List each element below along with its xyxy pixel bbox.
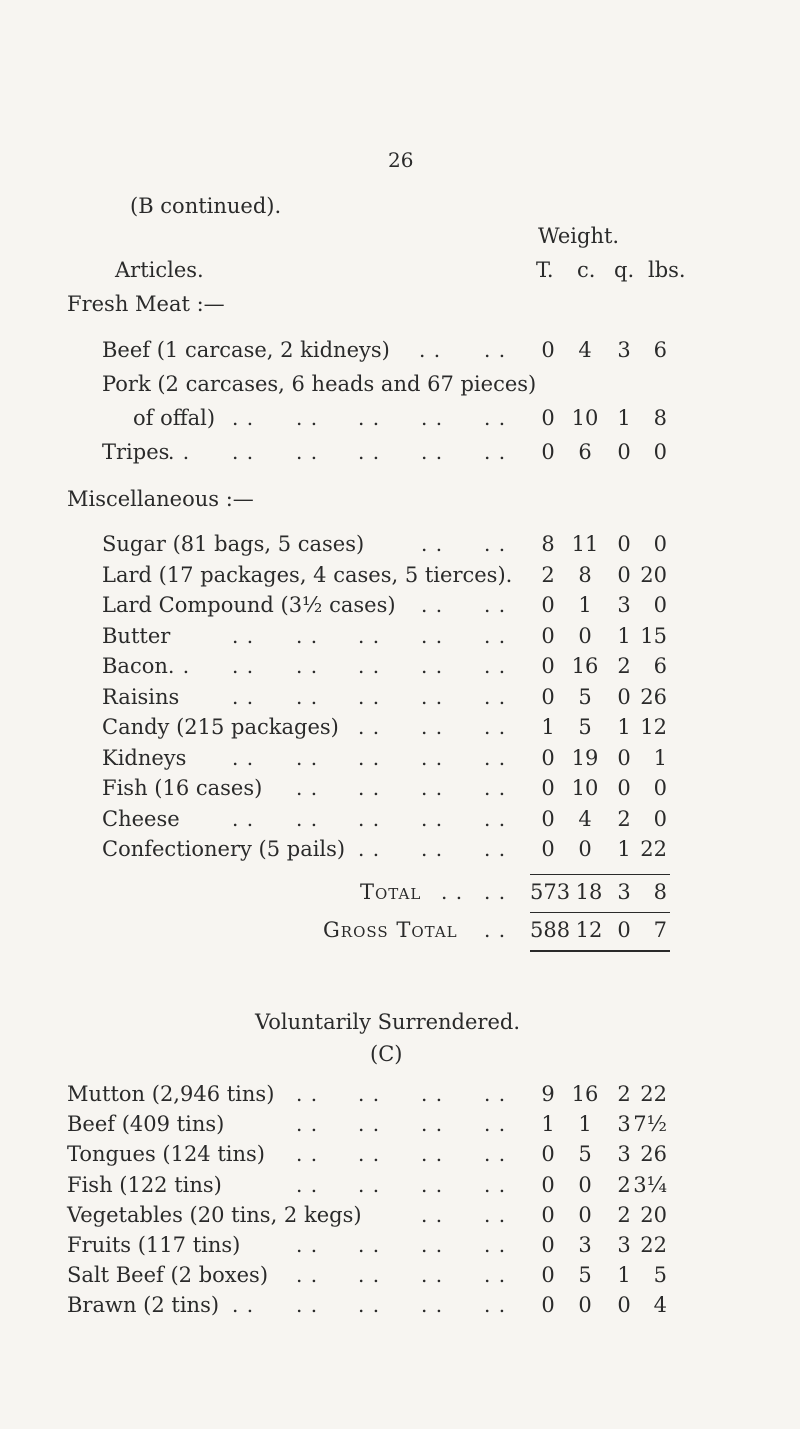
leader-dots: . . [296, 654, 319, 678]
quarters-value: 2 [617, 1172, 631, 1197]
tons-value: 0 [541, 593, 555, 617]
leader-dots: . . [358, 715, 381, 739]
leader-dots: . . [484, 745, 507, 770]
lbs-value: 6 [653, 338, 667, 362]
lbs-value: 5 [653, 1263, 667, 1288]
leader-dots: . . [232, 406, 255, 430]
leader-dots: . . [296, 1263, 319, 1288]
lbs-value: 26 [640, 684, 667, 709]
leader-dots: . . [296, 440, 319, 464]
leader-dots: . . [421, 593, 444, 617]
lbs-value: 8 [653, 406, 667, 430]
miscellaneous-heading: Miscellaneous :— [67, 487, 254, 511]
leader-dots: . . [419, 338, 442, 362]
quarters-value: 0 [617, 562, 631, 587]
cwt-value: 5 [578, 1142, 592, 1167]
quarters-value: 2 [617, 1202, 631, 1227]
lbs-value: 4 [653, 1293, 667, 1318]
leader-dots: . . [296, 745, 319, 770]
cwt-value: 1 [578, 593, 592, 617]
leader-dots: . . [484, 654, 507, 678]
row-label: Vegetables (20 tins, 2 kegs) [67, 1202, 362, 1227]
row-label: Brawn (2 tins) [67, 1293, 220, 1318]
leader-dots: . . [421, 1233, 444, 1257]
tons-value: 0 [541, 1233, 555, 1257]
quarters-value: 2 [617, 1082, 631, 1106]
row-label: Sugar (81 bags, 5 cases) [102, 532, 365, 556]
leader-dots: . . [484, 1233, 507, 1257]
row-label: Fish (16 cases) [102, 776, 263, 800]
gross-total-rule [530, 912, 670, 913]
tons-value: 0 [541, 806, 555, 831]
gross-total-quarters: 0 [617, 918, 631, 942]
row-label: Raisins [102, 684, 180, 709]
total-lbs: 8 [653, 880, 667, 904]
cwt-value: 6 [578, 440, 592, 464]
leader-dots: . . [484, 1293, 507, 1318]
leader-dots: . . [358, 1082, 381, 1106]
total-rule [530, 874, 670, 875]
lbs-value: 12 [640, 715, 667, 739]
quarters-value: 0 [617, 776, 631, 800]
leader-dots: . . [484, 1202, 507, 1227]
lbs-value: 0 [653, 440, 667, 464]
lbs-value: 15 [640, 623, 667, 648]
tons-value: 0 [541, 684, 555, 709]
leader-dots: . . [421, 684, 444, 709]
row-label: Kidneys [102, 745, 187, 770]
row-label: Lard (17 packages, 4 cases, 5 tierces). [102, 562, 513, 587]
leader-dots: . . [484, 776, 507, 800]
leader-dots: . . [232, 623, 255, 648]
row-label: Fish (122 tins) [67, 1172, 222, 1197]
leader-dots: . . [296, 1233, 319, 1257]
lbs-value: 6 [653, 654, 667, 678]
leader-dots: . . [484, 1082, 507, 1106]
tons-value: 1 [541, 715, 555, 739]
total-quarters: 3 [617, 880, 631, 904]
lbs-value: 26 [640, 1142, 667, 1167]
tons-value: 0 [541, 1142, 555, 1167]
unit-tons: T. [536, 258, 554, 282]
leader-dots: . . [296, 406, 319, 430]
leader-dots: . . [421, 654, 444, 678]
quarters-value: 1 [617, 623, 631, 648]
gross-total-tons: 588 [530, 918, 571, 942]
quarters-value: 3 [617, 1112, 631, 1137]
leader-dots: . . [296, 1172, 319, 1197]
row-label: Tripes [102, 440, 170, 464]
leader-dots: . . [421, 1293, 444, 1318]
quarters-value: 3 [617, 338, 631, 362]
leader-dots: . . [232, 745, 255, 770]
page-number: 26 [388, 148, 414, 172]
leader-dots: . . [358, 1172, 381, 1197]
weight-heading: Weight. [538, 224, 620, 248]
tons-value: 0 [541, 440, 555, 464]
leader-dots: . . [421, 1202, 444, 1227]
tons-value: 0 [541, 1202, 555, 1227]
leader-dots: . . [296, 1142, 319, 1167]
leader-dots: . . [296, 684, 319, 709]
gross-total-lbs: 7 [653, 918, 667, 942]
leader-dots: . . [358, 623, 381, 648]
tons-value: 0 [541, 623, 555, 648]
leader-dots: . . [421, 1082, 444, 1106]
gross-total-double-rule [530, 950, 670, 952]
leader-dots: . . [421, 715, 444, 739]
leader-dots: . . [358, 1263, 381, 1288]
cwt-value: 16 [571, 1082, 599, 1106]
cwt-value: 0 [578, 1172, 592, 1197]
total-tons: 573 [530, 880, 571, 904]
leader-dots: . . [296, 1293, 319, 1318]
leader-dots: . . [484, 406, 507, 430]
lbs-value: 3¼ [633, 1172, 667, 1197]
quarters-value: 2 [617, 806, 631, 831]
leader-dots: . . [421, 440, 444, 464]
lbs-value: 1 [653, 745, 667, 770]
tons-value: 0 [541, 745, 555, 770]
leader-dots: . . [484, 684, 507, 709]
leader-dots: . . [421, 1263, 444, 1288]
leader-dots: . . [296, 806, 319, 831]
row-label: Lard Compound (3½ cases) [102, 593, 396, 617]
cwt-value: 0 [578, 1293, 592, 1318]
quarters-value: 0 [617, 745, 631, 770]
quarters-value: 3 [617, 1142, 631, 1167]
quarters-value: 1 [617, 1263, 631, 1288]
leader-dots: . . [421, 806, 444, 831]
quarters-value: 2 [617, 654, 631, 678]
cwt-value: 8 [578, 562, 592, 587]
leader-dots: . . [421, 745, 444, 770]
row-label: Mutton (2,946 tins) [67, 1082, 275, 1106]
lbs-value: 0 [653, 593, 667, 617]
tons-value: 0 [541, 837, 555, 861]
leader-dots: . . [358, 1142, 381, 1167]
leader-dots: . . [358, 1112, 381, 1137]
leader-dots: . . [484, 806, 507, 831]
leader-dots: . . [484, 593, 507, 617]
leader-dots: . . [421, 837, 444, 861]
cwt-value: 1 [578, 1112, 592, 1137]
articles-heading: Articles. [115, 258, 204, 282]
lbs-value: 20 [640, 1202, 667, 1227]
leader-dots: . . [296, 623, 319, 648]
leader-dots: . . [358, 806, 381, 831]
cwt-value: 19 [571, 745, 599, 770]
lbs-value: 22 [640, 837, 667, 861]
leader-dots: . . [421, 623, 444, 648]
leader-dots: . . [358, 1233, 381, 1257]
unit-lbs: lbs. [648, 258, 686, 282]
row-label: Fruits (117 tins) [67, 1233, 241, 1257]
cwt-value: 4 [578, 338, 592, 362]
quarters-value: 1 [617, 715, 631, 739]
section-continued-heading: (B continued). [130, 194, 282, 218]
fresh-meat-heading: Fresh Meat :— [67, 292, 225, 316]
row-label: Candy (215 packages) [102, 715, 339, 739]
leader-dots: . . [484, 338, 507, 362]
tons-value: 0 [541, 406, 555, 430]
row-label: Salt Beef (2 boxes) [67, 1263, 269, 1288]
cwt-value: 16 [571, 654, 599, 678]
leader-dots: . . [421, 1172, 444, 1197]
leader-dots: . . [296, 1112, 319, 1137]
leader-dots: . . [441, 880, 464, 904]
cwt-value: 5 [578, 684, 592, 709]
leader-dots: . . [296, 776, 319, 800]
gross-total-label: Gross Total [323, 918, 458, 942]
row-label: Pork (2 carcases, 6 heads and 67 pieces) [102, 372, 537, 396]
leader-dots: . . [421, 1112, 444, 1137]
unit-quarters: q. [614, 258, 635, 282]
leader-dots: . . [232, 1293, 255, 1318]
leader-dots: . . [484, 715, 507, 739]
lbs-value: 0 [653, 776, 667, 800]
row-label: Butter [102, 623, 171, 648]
leader-dots: . . [358, 406, 381, 430]
leader-dots: . . [484, 1263, 507, 1288]
row-label: of offal) [133, 406, 216, 430]
total-label: Total [360, 880, 422, 904]
tons-value: 0 [541, 776, 555, 800]
lbs-value: 22 [640, 1233, 667, 1257]
cwt-value: 5 [578, 715, 592, 739]
cwt-value: 3 [578, 1233, 592, 1257]
leader-dots: . . [484, 880, 507, 904]
row-label: Tongues (124 tins) [67, 1142, 265, 1167]
cwt-value: 11 [571, 532, 599, 556]
tons-value: 0 [541, 1263, 555, 1288]
leader-dots: . . [358, 440, 381, 464]
leader-dots: . . [421, 532, 444, 556]
leader-dots: . . [168, 440, 191, 464]
leader-dots: . . [168, 654, 191, 678]
cwt-value: 0 [578, 623, 592, 648]
tons-value: 0 [541, 654, 555, 678]
quarters-value: 3 [617, 593, 631, 617]
lbs-value: 20 [640, 562, 667, 587]
tons-value: 1 [541, 1112, 555, 1137]
tons-value: 2 [541, 562, 555, 587]
tons-value: 0 [541, 1172, 555, 1197]
unit-cwt: c. [577, 258, 596, 282]
leader-dots: . . [484, 623, 507, 648]
leader-dots: . . [484, 532, 507, 556]
voluntary-subheading: (C) [370, 1042, 403, 1066]
tons-value: 0 [541, 338, 555, 362]
leader-dots: . . [232, 806, 255, 831]
leader-dots: . . [421, 406, 444, 430]
quarters-value: 1 [617, 406, 631, 430]
total-cwt: 18 [575, 880, 603, 904]
leader-dots: . . [484, 1172, 507, 1197]
lbs-value: 0 [653, 806, 667, 831]
leader-dots: . . [232, 654, 255, 678]
leader-dots: . . [484, 918, 507, 942]
leader-dots: . . [358, 654, 381, 678]
quarters-value: 3 [617, 1233, 631, 1257]
lbs-value: 22 [640, 1082, 667, 1106]
cwt-value: 5 [578, 1263, 592, 1288]
lbs-value: 7½ [633, 1112, 667, 1137]
leader-dots: . . [421, 776, 444, 800]
leader-dots: . . [358, 837, 381, 861]
quarters-value: 0 [617, 440, 631, 464]
row-label: Bacon [102, 654, 168, 678]
leader-dots: . . [358, 745, 381, 770]
row-label: Confectionery (5 pails) [102, 837, 346, 861]
cwt-value: 10 [571, 406, 599, 430]
row-label: Cheese [102, 806, 180, 831]
leader-dots: . . [484, 1112, 507, 1137]
lbs-value: 0 [653, 532, 667, 556]
leader-dots: . . [484, 837, 507, 861]
row-label: Beef (409 tins) [67, 1112, 225, 1137]
leader-dots: . . [296, 1082, 319, 1106]
leader-dots: . . [358, 1293, 381, 1318]
leader-dots: . . [421, 1142, 444, 1167]
leader-dots: . . [358, 684, 381, 709]
row-label: Beef (1 carcase, 2 kidneys) [102, 338, 390, 362]
cwt-value: 10 [571, 776, 599, 800]
leader-dots: . . [484, 1142, 507, 1167]
quarters-value: 0 [617, 1293, 631, 1318]
leader-dots: . . [232, 684, 255, 709]
cwt-value: 4 [578, 806, 592, 831]
tons-value: 9 [541, 1082, 555, 1106]
quarters-value: 0 [617, 684, 631, 709]
tons-value: 8 [541, 532, 555, 556]
cwt-value: 0 [578, 837, 592, 861]
leader-dots: . . [484, 440, 507, 464]
tons-value: 0 [541, 1293, 555, 1318]
leader-dots: . . [358, 776, 381, 800]
voluntary-heading: Voluntarily Surrendered. [255, 1010, 521, 1034]
leader-dots: . . [232, 440, 255, 464]
cwt-value: 0 [578, 1202, 592, 1227]
quarters-value: 1 [617, 837, 631, 861]
gross-total-cwt: 12 [575, 918, 603, 942]
quarters-value: 0 [617, 532, 631, 556]
